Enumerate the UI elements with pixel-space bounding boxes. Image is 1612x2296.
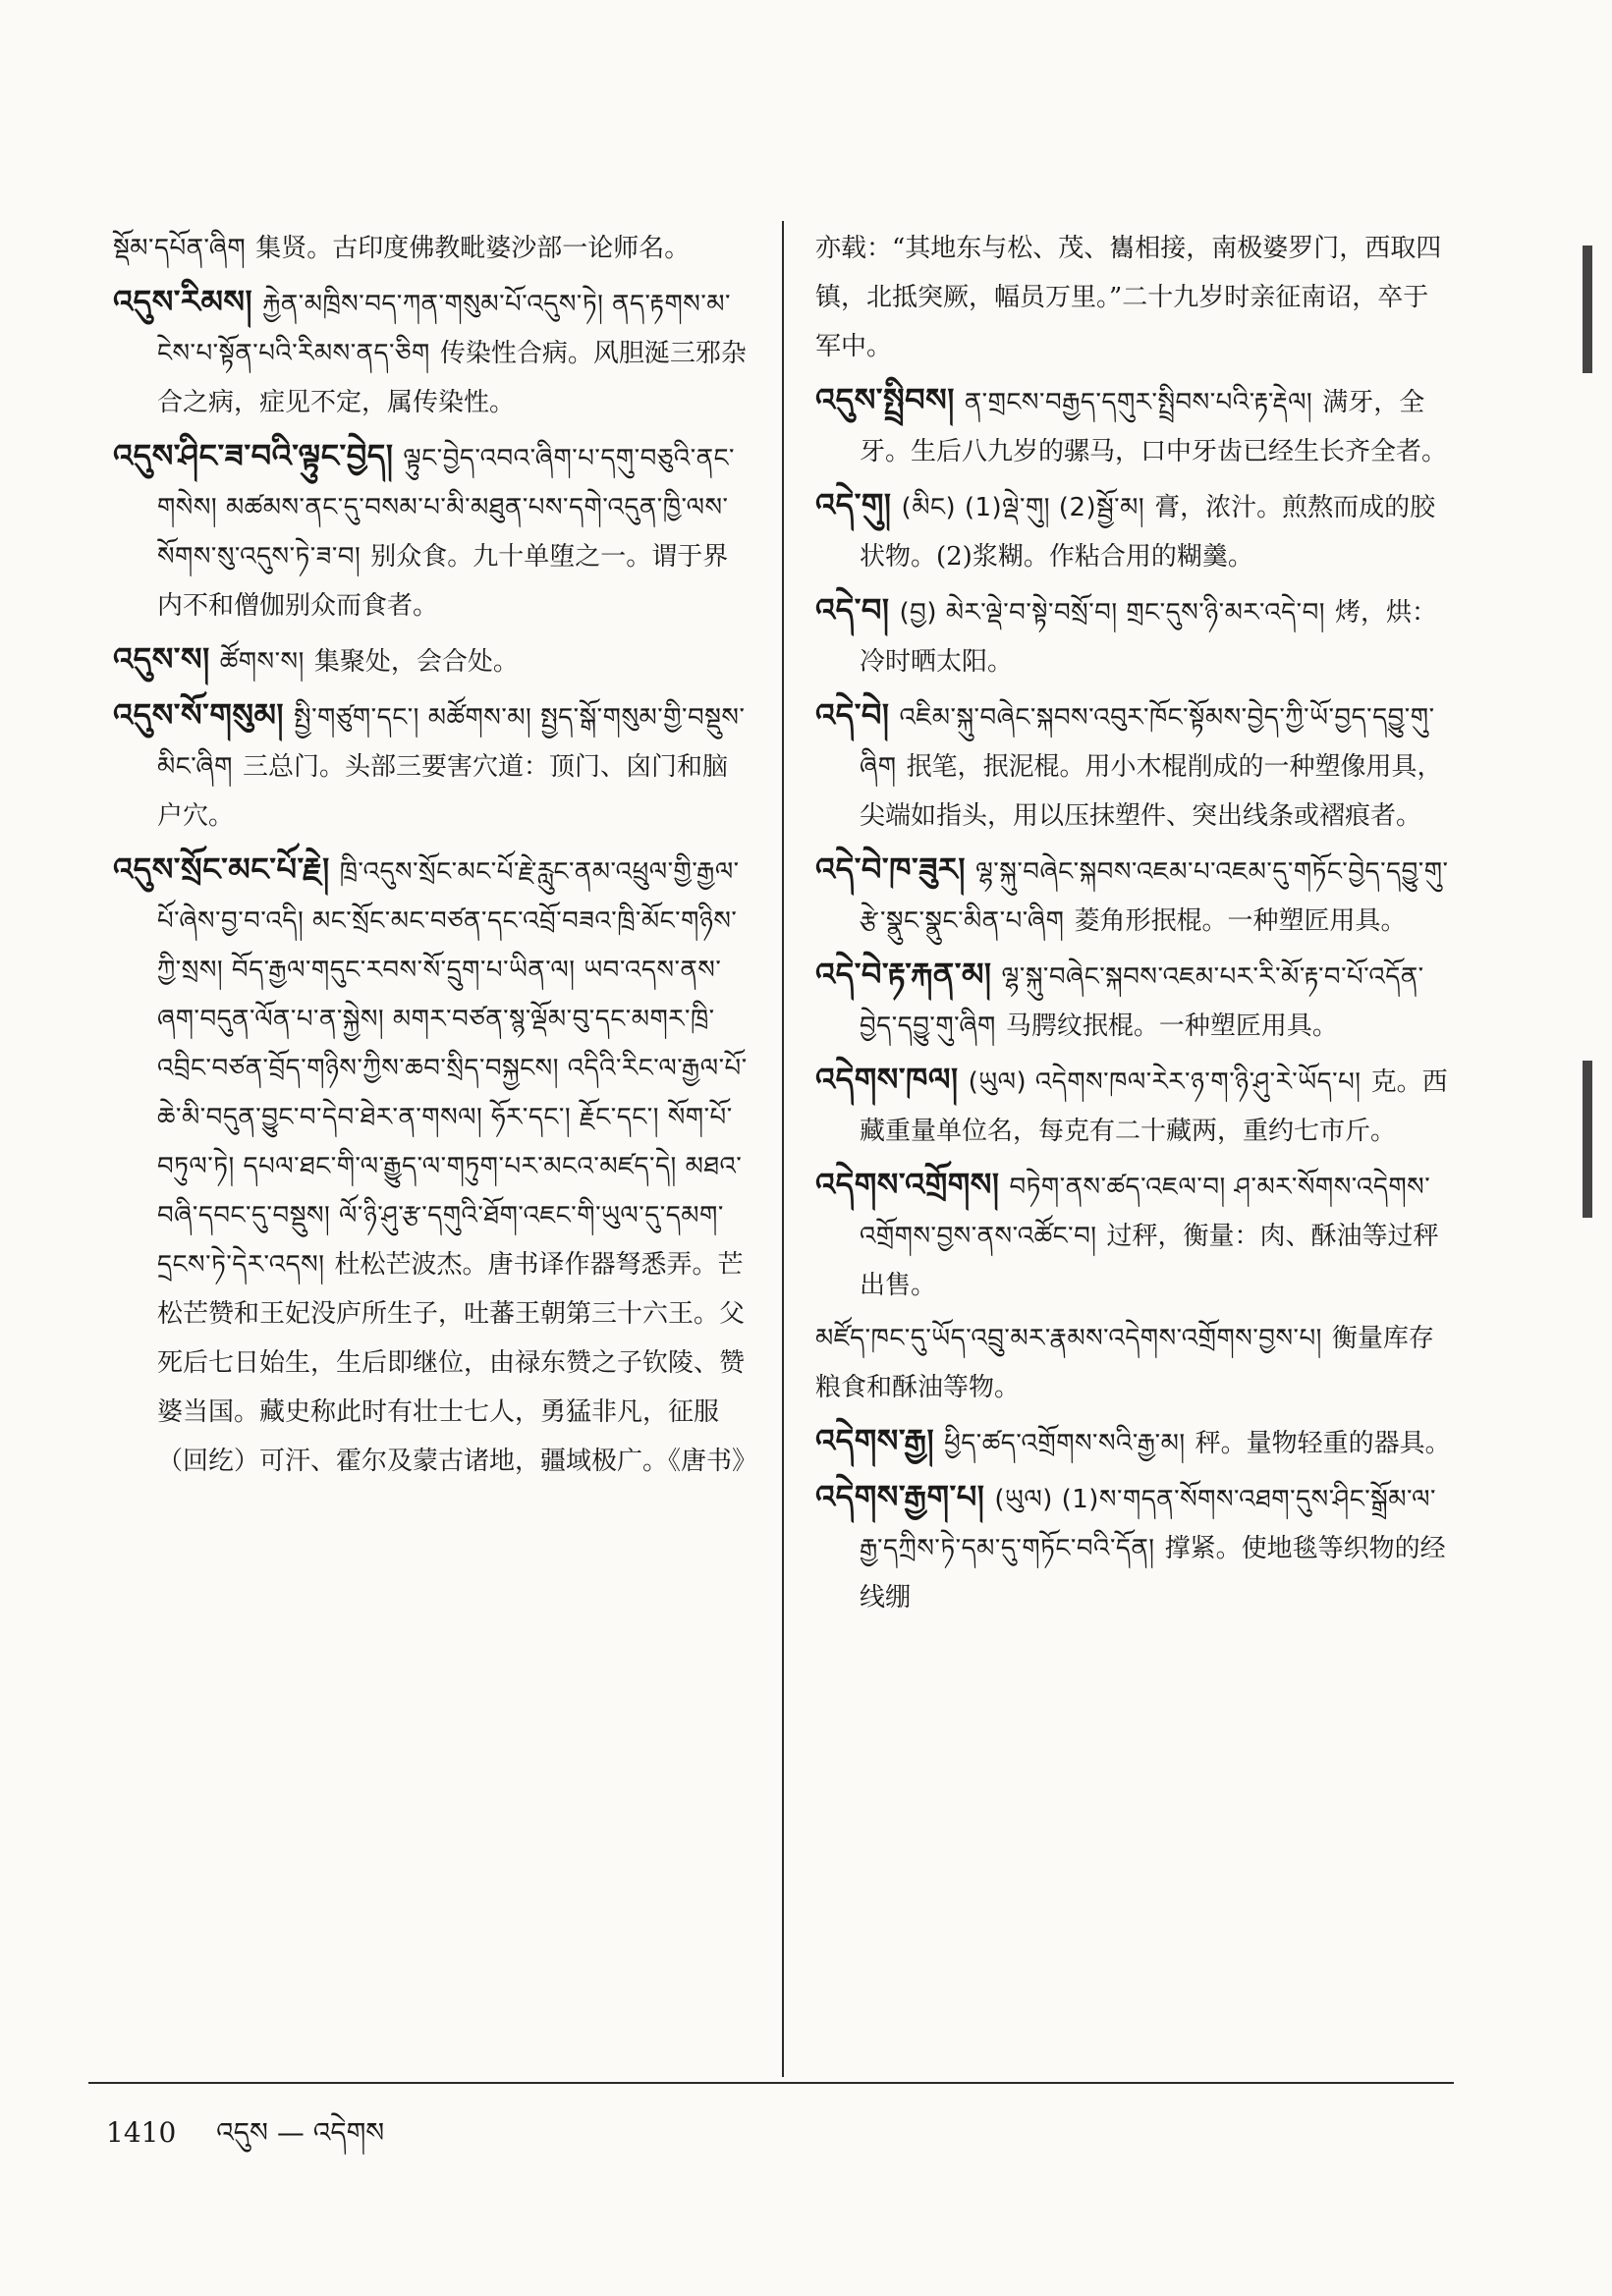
entry-chinese-gloss: 烤，烘：冷时晒太阳。 (860, 598, 1438, 677)
entry-tibetan-definition: མཛོད་ཁང་དུ་ཡོད་འབྲུ་མར་རྣམས་འདེགས་འགྲོགས་བྱས་པ། (815, 1324, 1322, 1353)
entry-chinese-gloss: 过秤，衡量：肉、酥油等过秤出售。 (860, 1222, 1439, 1300)
entry-tibetan-definition: འཇིམ་སྐུ་བཞེང་སྐབས་འབུར་ཁོང་སྟོམས་བྱེད་ཀྱི་ཡོ་བྱད་དབྱུ་གུ་ཞིག (860, 703, 1435, 782)
entry-chinese-gloss: 菱角形抿棍。一种塑匠用具。 (1074, 906, 1407, 936)
entry-headword: འདེ་བེ། (815, 696, 890, 734)
dictionary-entry (815, 480, 1454, 581)
entry-tibetan-definition: (ཡུལ) འདེགས་ཁལ་རེར་ཉ་ག་ཉི་ཤུ་རེ་ཡོད་པ། (968, 1067, 1362, 1097)
dictionary-entry (815, 224, 1454, 371)
entry-headword: འདུས་སྤྲིབས། (815, 381, 955, 418)
entry-chinese-gloss: 撑紧。使地毯等织物的经线绷 (860, 1534, 1446, 1613)
entry-chinese-gloss: 克。西藏重量单位名，每克有二十藏两，重约七市斤。 (860, 1067, 1448, 1146)
right-column (815, 224, 1454, 1626)
entry-tibetan-definition: སྡོམ་དཔོན་ཞིག (113, 234, 247, 263)
dictionary-entry (815, 950, 1454, 1051)
dictionary-entry (815, 1160, 1454, 1310)
entry-chinese-gloss: 抿笔，抿泥棍。用小木棍削成的一种塑像用具，尖端如指头，用以压抹塑件、突出线条或褶痕者。 (860, 752, 1443, 831)
entry-tibetan-definition: རྐྱེན་མཁྲིས་བད་ཀན་གསུམ་པོ་འདུས་ཏེ། ནད་རྟགས་མ་ངེས་པ་སྟོན་པའི་རིམས་ནད་ཅིག (157, 290, 731, 368)
entry-tibetan-definition: ལྷ་སྐུ་བཞེང་སྐབས་འཇམ་པར་རི་མོ་རྟ་བ་པོ་འདོན་བྱེད་དབྱུ་གུ་ཞིག (860, 962, 1424, 1041)
entry-headword: འདེ་བ། (815, 591, 890, 629)
dictionary-entry (113, 845, 758, 1486)
dictionary-entry (815, 1416, 1454, 1468)
headword-range: འདུས — འདེགས (216, 2116, 385, 2149)
footer-rule (88, 2082, 1454, 2084)
entry-tibetan-definition: སྤྱི་གཙུག་དང་། མཚོགས་མ། སྤྱད་སྒོ་གསུམ་གྱི་བསྡུས་མིང་ཞིག (157, 703, 746, 782)
entry-tibetan-definition: (ཡུལ) (1)ས་གདན་སོགས་འཐག་དུས་ཤིང་སྒྲོམ་ལ་རྒྱ་དཀྲིས་ཏེ་དམ་དུ་གཏོང་བའི་དོན། (860, 1485, 1436, 1563)
margin-mark (1583, 246, 1592, 373)
entry-chinese-gloss: 集聚处，会合处。 (313, 647, 519, 677)
entry-tibetan-definition: ལྷ་སྐུ་བཞེང་སྐབས་འཇམ་པ་འཇམ་དུ་གཏོང་བྱེད་དབྱུ་གུ་རྩེ་སྣུང་སྣུང་མིན་པ་ཞིག (860, 857, 1449, 936)
entry-tibetan-definition: ཚོགས་ས། (219, 647, 305, 677)
entry-chinese-gloss: 马腭纹抿棍。一种塑匠用具。 (1005, 1011, 1338, 1041)
entry-headword: འདེགས་ཁལ། (815, 1061, 959, 1098)
entry-chinese-gloss: 传染性合病。风胆涎三邪杂合之病，症见不定，属传染性。 (157, 339, 747, 417)
dictionary-entry (815, 1472, 1454, 1622)
entry-chinese-gloss: 杜松芒波杰。唐书译作器弩悉弄。芒松芒赞和王妃没庐所生子，吐蕃王朝第三十六王。父死后七日始生，生后即继位，由禄东赞之子钦陵、赞婆当国。藏史称此时有壮士七人，勇猛非凡，征服（回纥）可汗、霍尔及蒙古诸地，疆域极广。《唐书》 (157, 1250, 758, 1476)
dictionary-entry (113, 690, 751, 841)
entry-headword: འདུས་ཤིང་ཟ་བའི་ལྟུང་བྱེད། (113, 437, 394, 474)
entry-headword: འདེགས་རྒྱ། (815, 1422, 935, 1459)
page-footer (106, 2102, 384, 2179)
page-number: 1410 (106, 2116, 177, 2149)
entry-headword: འདེགས་རྒྱག་པ། (815, 1478, 985, 1515)
entry-chinese-gloss: 衡量库存粮食和酥油等物。 (815, 1324, 1434, 1402)
entry-headword: འདུས་སོ་གསུམ། (113, 696, 285, 734)
entry-chinese-gloss: 秤。量物轻重的器具。 (1195, 1429, 1451, 1458)
entry-tibetan-definition: ཁྲི་འདུས་སྲོང་མང་པོ་རྗེ་རླུང་ནམ་འཕྲུལ་གྱི་རྒྱལ་པོ་ཞེས་བྱ་བ་འདི། མང་སྲོང་མང་བཙན་དང་འབྲོ་བཟའ་ཁྲི་མོང་གཉིས་ཀྱི་སྲས། བོད་རྒྱལ་གདུང་རབས་སོ་དྲུག་པ་ཡིན་ལ། ཡབ་འདས་ནས་ཞག་བདུན་ལོན་པ་ན་སྐྱེས། མགར་བཙན་སྙ་ལྡོམ་བུ་དང་མགར་ཁྲི་འབྲིང་བཙན་བྲོད་གཉིས་ཀྱིས་ཆབ་སྲིད་བསྐྱངས། འདིའི་རིང་ལ་རྒྱལ་པོ་ཆེ་མི་བདུན་བྱུང་བ་དེབ་ཐེར་ན་གསལ། ཧོར་དང་། རྗོང་དང་། སོག་པོ་བཏུལ་ཏེ། དཔལ་ཐང་གི་ལ་རྒྱུད་ལ་གཏུག་པར་མངའ་མཛད་དེ། མཐའ་བཞི་དབང་དུ་བསྡུས། ལོ་ཉི་ཤུ་རྩ་དགུའི་ཐོག་འཇང་གི་ཡུལ་དུ་དམག་དྲངས་ཏེ་དེར་འདས། (157, 857, 748, 1280)
dictionary-entry (815, 1314, 1454, 1412)
entry-chinese-gloss: 三总门。头部三要害穴道：顶门、囟门和脑户穴。 (157, 752, 728, 831)
entry-chinese-gloss: 亦载：“其地东与松、茂、巂相接，南极婆罗门，西取四镇，北抵突厥，幅员万里。”二十九岁时亲征南诏，卒于军中。 (815, 234, 1442, 361)
dictionary-entry (815, 1055, 1454, 1156)
dictionary-entry (113, 634, 751, 686)
entry-chinese-gloss: 膏，浓汁。煎熬而成的胶状物。(2)浆糊。作粘合用的糊羹。 (860, 493, 1436, 572)
entry-chinese-gloss: 满牙，全牙。生后八九岁的骡马，口中牙齿已经生长齐全者。 (860, 388, 1448, 466)
entry-headword: འདེགས་འགྲོགས། (815, 1166, 1000, 1203)
margin-mark (1583, 1061, 1592, 1218)
dictionary-entry (113, 277, 751, 427)
entry-chinese-gloss: 别众食。九十单堕之一。谓于界内不和僧伽别众而食者。 (157, 542, 729, 621)
dictionary-entry (815, 585, 1454, 686)
dictionary-entry (113, 431, 751, 630)
dictionary-entry (113, 224, 751, 273)
entry-headword: འདུས་སྲོང་མང་པོ་རྗེ། (113, 850, 330, 888)
entry-tibetan-definition: ན་གྲངས་བརྒྱད་དགུར་སྤྲིབས་པའི་རྟ་རྡེལ། (964, 388, 1313, 417)
entry-headword: འདེ་བེ་ཁ་ཟུར། (815, 850, 966, 888)
entry-tibetan-definition: ལྟུང་བྱེད་འབའ་ཞིག་པ་དགུ་བཅུའི་ནང་གསེས། མཚམས་ནང་དུ་བསམ་པ་མི་མཐུན་པས་དགེ་འདུན་ཁྱི་ལས་སོགས་སུ་འདུས་ཏེ་ཟ་བ། (157, 444, 736, 572)
entry-tibetan-definition: བཏེག་ནས་ཚད་འཇལ་བ། ཤ་མར་སོགས་འདེགས་འགྲོགས་བྱས་ནས་འཚོང་བ། (860, 1173, 1431, 1251)
entry-headword: འདེ་བེ་རྟ་རྐན་མ། (815, 956, 992, 993)
dictionary-entry (815, 690, 1454, 841)
left-column (113, 224, 758, 1490)
entry-headword: འདུས་རིམས། (113, 283, 253, 320)
dictionary-entry (815, 375, 1454, 476)
entry-headword: འདེ་གུ། (815, 486, 892, 523)
entry-tibetan-definition: (བྱ) མེར་ལྡེ་བ་སྟེ་བསྲོ་བ། གྲང་དུས་ཉི་མར་འདེ་བ། (899, 598, 1326, 628)
dictionary-entry (815, 845, 1454, 946)
entry-chinese-gloss: 集贤。古印度佛教毗婆沙部一论师名。 (255, 234, 691, 263)
entry-headword: འདུས་ས། (113, 640, 210, 678)
column-divider (782, 221, 784, 2077)
entry-tibetan-definition: ཕྱིད་ཚད་འགྲོགས་སའི་རྒྱ་མ། (944, 1429, 1186, 1458)
entry-tibetan-definition: (མིང) (1)ལྡེ་གུ། (2)སྦྱོ་མ། (901, 493, 1145, 522)
